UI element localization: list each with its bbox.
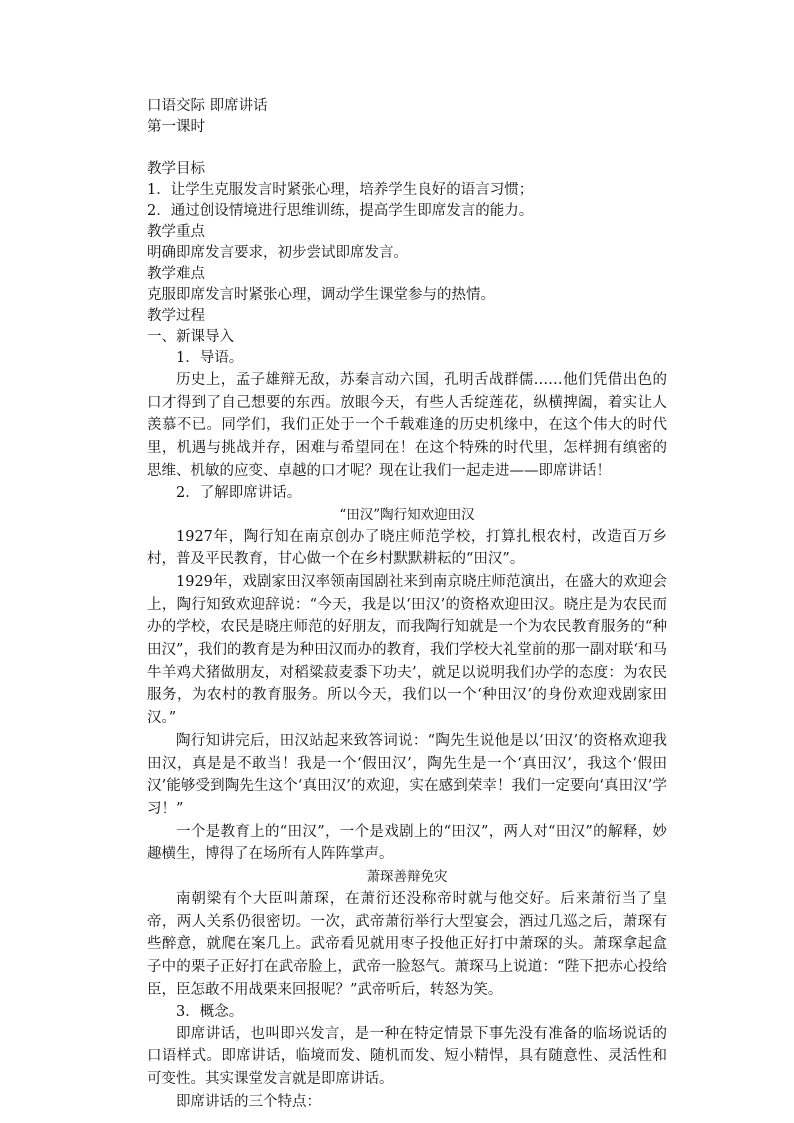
- step-heading: 1．导语。: [176, 350, 244, 366]
- section-heading: 一、新课导入: [147, 329, 234, 345]
- key-points-heading: 教学重点: [147, 224, 205, 240]
- concept-paragraph: 即席讲话，也叫即兴发言，是一种在特定情景下事先没有准备的临场说话的口语样式。即席讲话，临境而发、随机而发、短小精悍，具有随意性、灵活性和可变性。其实课堂发言就是即席讲话。: [147, 1025, 667, 1087]
- intro-paragraph: 历史上，孟子雄辩无敌，苏秦言动六国，孔明舌战群儒……他们凭借出色的口才得到了自己想要的东西。放眼今天，有些人舌绽莲花，纵横捭阖，着实让人羡慕不已。同学们，我们正处于一个千载难逢的历史机缘中，在这个伟大的时代里，机遇与挑战并存，困难与希望同在！在这个特殊的时代里，怎样拥有缜密的思维、机敏的应变、卓越的口才呢？现在让我们一起走进——即席讲话！: [147, 372, 667, 479]
- step-heading: 3．概念。: [176, 1003, 244, 1020]
- story-paragraph: 1927年，陶行知在南京创办了晓庄师范学校，打算扎根农村，改造百万乡村，普及平民教育，甘心做一个在乡村默默耕耘的“田汉”。: [147, 528, 667, 568]
- story-paragraph: 陶行知讲完后，田汉站起来致答词说：“陶先生说他是以‘田汉’的资格欢迎我田汉，真是是不敢当！我是一个‘假田汉’，陶先生是一个‘真田汉’，我这个‘假田汉’能够受到陶先生这个‘真田汉’的欢迎，实在感到荣幸！我们一定要向‘真田汉’学习！”: [147, 732, 667, 817]
- document-body: [147, 96, 667, 1113]
- key-points-text: 明确即席发言要求，初步尝试即席发言。: [147, 245, 408, 261]
- story-title: 萧琛善辩免灾: [366, 869, 448, 886]
- process-heading: 教学过程: [147, 308, 205, 324]
- goal-item: 1．让学生克服发言时紧张心理，培养学生良好的语言习惯；: [147, 182, 534, 198]
- goals-heading: 教学目标: [147, 161, 205, 177]
- difficulties-heading: 教学难点: [147, 266, 205, 282]
- spacer: [147, 138, 667, 159]
- features-intro: 即席讲话的三个特点：: [176, 1093, 321, 1110]
- goal-item: 2．通过创设情境进行思维训练，提高学生即席发言的能力。: [147, 203, 534, 219]
- story-paragraph: 南朝梁有个大臣叫萧琛，在萧衍还没称帝时就与他交好。后来萧衍当了皇帝，两人关系仍很密切。一次，武帝萧衍举行大型宴会，酒过几巡之后，萧琛有些醉意，就爬在案几上。武帝看见就用枣子投他正好打中萧琛的头。萧琛拿起盒子中的栗子正好打在武帝脸上，武帝一脸怒气。萧琛马上说道：“陛下把赤心投给臣，臣怎敢不用战栗来回报呢？”武帝听后，转怒为笑。: [147, 891, 667, 998]
- step-heading: 2．了解即席讲话。: [176, 484, 302, 501]
- lesson-label: 第一课时: [147, 119, 205, 135]
- story-paragraph: 1929年，戏剧家田汉率领南国剧社来到南京晓庄师范演出，在盛大的欢迎会上，陶行知致欢迎辞说：“今天，我是以‘田汉’的资格欢迎田汉。晓庄是为农民而办的学校，农民是晓庄师范的好朋友，而我陶行知就是一个为农民教育服务的“种田汉”，我们的教育是为种田汉而办的教育，我们学校大礼堂前的那一副对联‘和马牛羊鸡犬猪做朋友，对稻粱菽麦黍下功夫’，就足以说明我们办学的态度：为农民服务，为农村的教育服务。所以今天，我们以一个‘种田汉’的身份欢迎戏剧家田汉。”: [147, 573, 667, 727]
- story-paragraph: 一个是教育上的“田汉”，一个是戏剧上的“田汉”，两人对“田汉”的解释，妙趣横生，博得了在场所有人阵阵掌声。: [147, 823, 667, 863]
- story-title: “田汉”陶行知欢迎田汉: [339, 506, 475, 523]
- document-title: 口语交际 即席讲话: [147, 98, 268, 114]
- difficulties-text: 克服即席发言时紧张心理，调动学生课堂参与的热情。: [147, 287, 495, 303]
